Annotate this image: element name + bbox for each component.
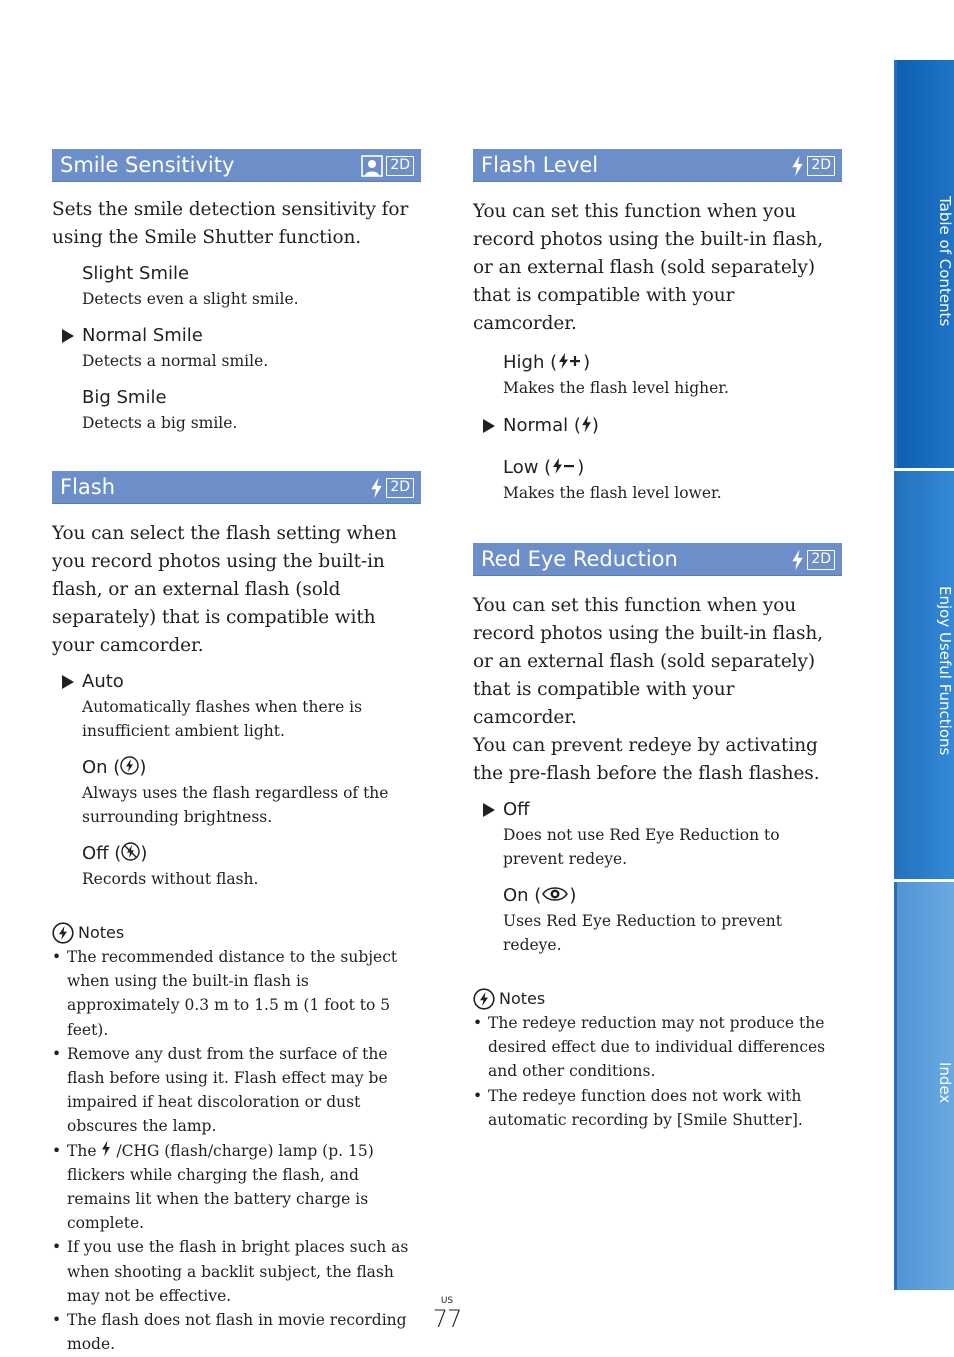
list-item: • The redeye reduction may not produce the desired effect due to individual differences and other conditions. — [473, 1014, 826, 1081]
smile-options — [52, 262, 421, 435]
section-title: Smile Sensitivity — [60, 153, 235, 177]
2d-badge: 2D — [386, 156, 414, 176]
option-flash-off: Off ( ) Records without flash. — [82, 843, 259, 888]
default-arrow-icon — [61, 328, 75, 344]
option-red-eye-on: On ( ) Uses Red Eye Reduction to prevent redeye. — [503, 885, 782, 954]
list-item: • The recommended distance to the subject when using the built-in flash is approximately 0.3 m to 1.5 m (1 foot to 5 feet). — [52, 948, 398, 1039]
list-item: • The /CHG (flash/charge) lamp (p. 15) flickers while charging the flash, and remains lit when the battery charge is complete. — [52, 1141, 374, 1233]
flash-icon — [101, 1140, 111, 1157]
face-detect-icon — [361, 155, 383, 177]
option-high: High ( ) Makes the flash level higher. — [503, 352, 729, 397]
red-eye-reduction-header — [473, 543, 842, 576]
notes-icon — [473, 988, 495, 1010]
red-eye-notes: Notes • The redeye reduction may not produce the desired effect due to individual differences and other conditions. • The redeye function does not work with automatic recording by [Smile Shutter]. — [473, 987, 842, 1132]
default-arrow-icon — [61, 674, 75, 690]
list-item: • Remove any dust from the surface of the flash before using it. Flash effect may be impaired if heat discoloration or dust obscures the lamp. — [52, 1044, 388, 1136]
smile-sensitivity-header — [52, 149, 421, 182]
eye-icon — [541, 885, 569, 903]
2d-badge: 2D — [807, 550, 835, 570]
section-title: Flash Level — [481, 153, 599, 177]
flash-options — [52, 670, 421, 891]
flash-level-intro: You can set this function when you record photos using the built-in flash, or an external flash (sold separately) that is compatible with your camcorder. — [473, 201, 824, 334]
flash-icon — [791, 155, 804, 177]
option-normal-smile: Normal Smile Detects a normal smile. — [52, 324, 421, 373]
side-navigation — [894, 60, 954, 1290]
option-low: Low ( ) Makes the flash level lower. — [503, 457, 722, 502]
2d-badge: 2D — [386, 478, 414, 498]
flash-level-options — [473, 351, 842, 505]
list-item: • If you use the flash in bright places such as when shooting a backlit subject, the flash may not be effective. — [52, 1238, 409, 1305]
left-column — [52, 149, 421, 1356]
red-eye-intro: You can set this function when you record photos using the built-in flash, or an external flash (sold separately) that is compatible with your camcorder. You can prevent redeye by activating the pre-flash before the flash flashes. — [473, 595, 824, 784]
flash-off-icon — [121, 842, 140, 861]
option-slight-smile: Slight Smile Detects even a slight smile. — [82, 263, 299, 308]
flash-level-header — [473, 149, 842, 182]
flash-header — [52, 471, 421, 504]
smile-intro: Sets the smile detection sensitivity for using the Smile Shutter function. — [52, 199, 409, 248]
flash-notes: Notes • The recommended distance to the subject when using the built-in flash is approximately 0.3 m to 1.5 m (1 foot to 5 feet). • Remove any dust from the surface of the flash before using it. Flash effect may be impaired if heat discoloration or dust obscures the lamp. • The /CHG (flash/charge) lamp (p. 15) flickers while charging the flash, and remains lit when the battery charge is complete. • If you use the flash in bright places such as when shooting a backlit subject, the flash may not be effective. • The flash does not flash in movie recording mode. — [52, 921, 421, 1356]
section-title: Flash — [60, 475, 116, 499]
option-big-smile: Big Smile Detects a big smile. — [82, 387, 238, 432]
option-normal: Normal ( ) — [473, 414, 842, 438]
option-auto: Auto Automatically flashes when there is insufficient ambient light. — [52, 670, 421, 743]
flash-icon — [370, 477, 383, 499]
default-arrow-icon — [482, 418, 496, 434]
default-arrow-icon — [482, 802, 496, 818]
page-number: US 77 — [432, 1296, 462, 1333]
flash-minus-icon — [551, 457, 577, 475]
option-flash-on: On ( ) Always uses the flash regardless of the surrounding brightness. — [82, 757, 389, 826]
flash-on-icon — [120, 756, 139, 775]
option-red-eye-off: Off Does not use Red Eye Reduction to prevent redeye. — [473, 798, 842, 871]
red-eye-options — [473, 798, 842, 957]
flash-icon — [581, 415, 592, 433]
flash-icon — [791, 549, 804, 571]
list-item: • The flash does not flash in movie recording mode. — [52, 1311, 407, 1354]
tab-index[interactable]: Index — [894, 882, 954, 1290]
flash-plus-icon — [557, 352, 583, 370]
flash-intro: You can select the flash setting when you record photos using the built-in flash, or an external flash (sold separately) that is compatible with your camcorder. — [52, 523, 397, 656]
right-column — [473, 149, 842, 1132]
tab-table-of-contents[interactable]: Table of Contents — [894, 60, 954, 468]
tab-enjoy-useful-functions[interactable]: Enjoy Useful Functions — [894, 471, 954, 879]
notes-icon — [52, 922, 74, 944]
section-title: Red Eye Reduction — [481, 547, 678, 571]
2d-badge: 2D — [807, 156, 835, 176]
list-item: • The redeye function does not work with automatic recording by [Smile Shutter]. — [473, 1086, 803, 1129]
